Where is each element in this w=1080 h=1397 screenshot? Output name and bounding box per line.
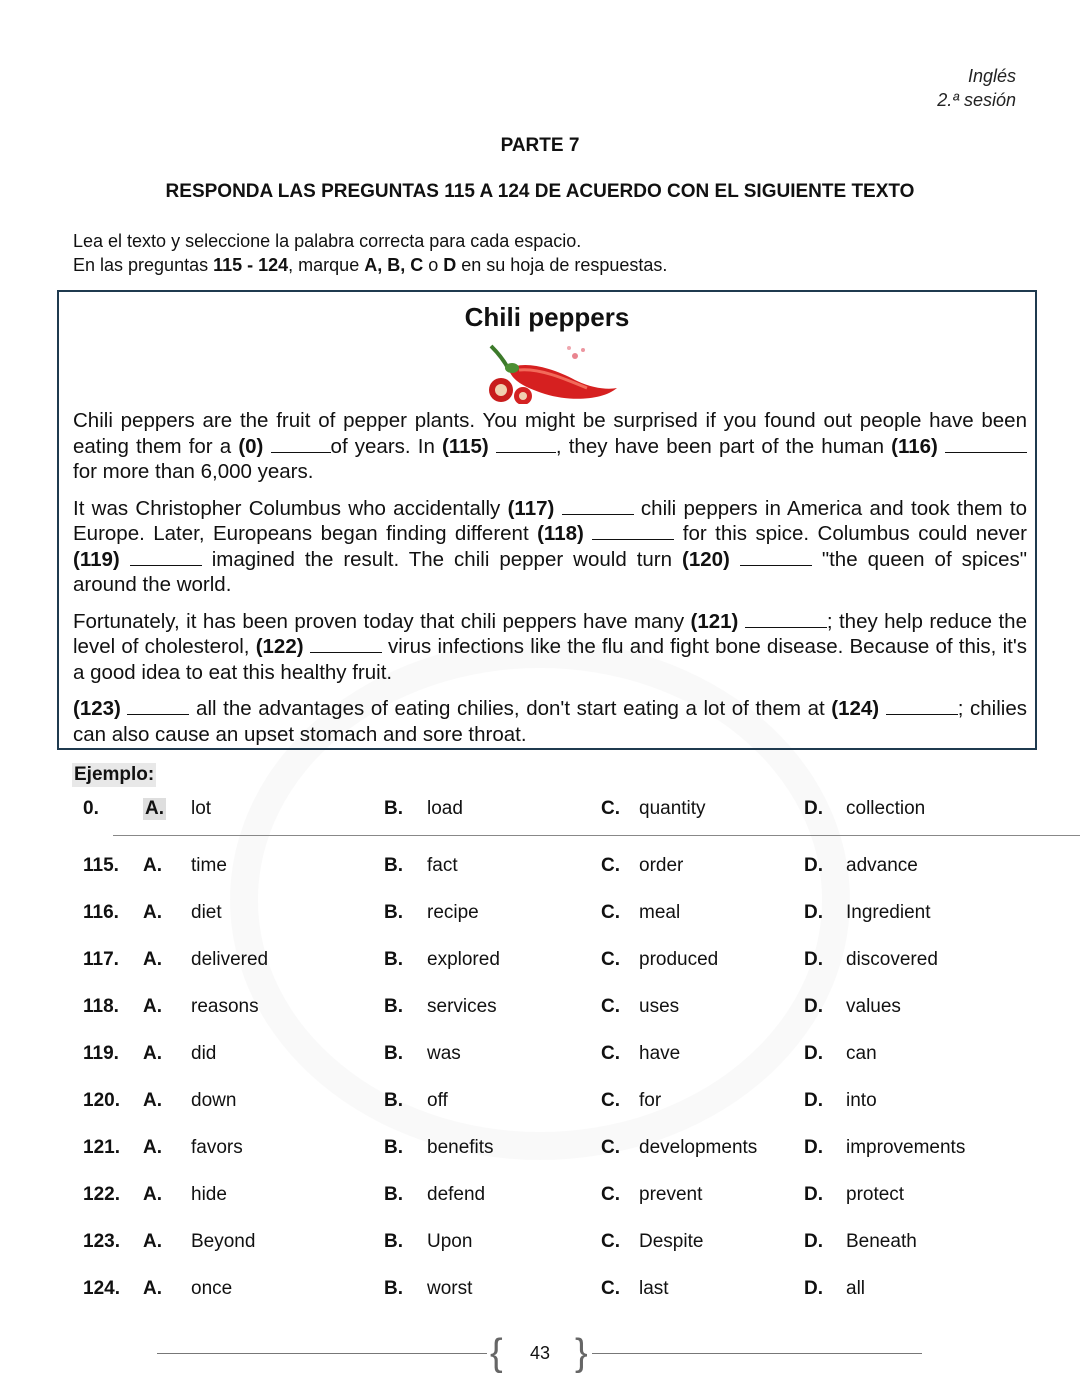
option-letter-c: C. <box>601 1184 620 1205</box>
instructions-line-1: Lea el texto y seleccione la palabra correcta para cada espacio. <box>73 231 582 251</box>
option-letter-c: C. <box>601 1090 620 1111</box>
option-d: advance <box>846 855 918 876</box>
option-b: off <box>427 1090 448 1111</box>
option-b: explored <box>427 949 500 970</box>
option-letter-c: C. <box>601 1043 620 1064</box>
question-row <box>0 1043 1080 1073</box>
option-letter-c: C. <box>601 798 620 819</box>
question-row <box>0 855 1080 885</box>
option-a: favors <box>191 1137 243 1158</box>
option-b: benefits <box>427 1137 494 1158</box>
option-d: Ingredient <box>846 902 931 923</box>
option-d: collection <box>846 798 926 819</box>
option-c: uses <box>639 996 680 1017</box>
option-a: lot <box>191 798 212 819</box>
option-letter-b: B. <box>384 996 403 1017</box>
question-number: 0. <box>83 798 99 819</box>
option-d: improvements <box>846 1137 966 1158</box>
question-row <box>0 902 1080 932</box>
option-b: was <box>427 1043 461 1064</box>
option-letter-d: D. <box>804 798 823 819</box>
option-b: Upon <box>427 1231 473 1252</box>
header-subject: Inglés <box>967 66 1016 86</box>
option-a: time <box>191 855 227 876</box>
option-b: fact <box>427 855 458 876</box>
option-d: protect <box>846 1184 905 1205</box>
option-a: once <box>191 1278 233 1299</box>
option-letter-a: A. <box>145 798 164 819</box>
option-letter-a: A. <box>143 1043 162 1064</box>
passage-paragraph-2: It was Christopher Columbus who accidentally (117) chili peppers in America and took them to Europe. Later, Europeans began finding different (118) for this spice. Columbus could never (119) imagined the result. The chili pepper would turn (120) "the queen of spices" around the world. <box>73 496 1028 596</box>
option-c: produced <box>639 949 719 970</box>
option-c: for <box>639 1090 662 1111</box>
option-letter-a: A. <box>143 855 162 876</box>
option-b: load <box>427 798 463 819</box>
option-letter-b: B. <box>384 1090 403 1111</box>
option-letter-d: D. <box>804 855 823 876</box>
option-letter-d: D. <box>804 1278 823 1299</box>
left-brace-icon: { <box>490 1332 503 1374</box>
option-letter-b: B. <box>384 949 403 970</box>
option-letter-d: D. <box>804 902 823 923</box>
instructions-line-2: En las preguntas 115 - 124, marque A, B, C o D en su hoja de respuestas. <box>73 255 668 275</box>
question-row <box>0 949 1080 979</box>
option-letter-a: A. <box>143 902 162 923</box>
example-row <box>0 798 1080 828</box>
option-d: all <box>846 1278 866 1299</box>
header-session: 2.ª sesión <box>937 90 1016 110</box>
option-letter-a: A. <box>143 1090 162 1111</box>
passage-paragraph-4: (123) all the advantages of eating chilies, don't start eating a lot of them at (124) ; chilies can also cause an upset stomach and sore throat. <box>73 697 1027 746</box>
option-letter-c: C. <box>601 902 620 923</box>
question-number: 123. <box>83 1231 120 1252</box>
question-row <box>0 1184 1080 1214</box>
option-c: quantity <box>639 798 706 819</box>
question-row <box>0 996 1080 1026</box>
question-number: 124. <box>83 1278 120 1299</box>
option-d: discovered <box>846 949 938 970</box>
example-label: Ejemplo: <box>74 764 155 785</box>
section-title: RESPONDA LAS PREGUNTAS 115 A 124 DE ACUERDO CON EL SIGUIENTE TEXTO <box>165 181 915 202</box>
option-letter-c: C. <box>601 996 620 1017</box>
question-number: 118. <box>83 996 119 1017</box>
option-d: values <box>846 996 901 1017</box>
option-letter-d: D. <box>804 1231 823 1252</box>
option-letter-b: B. <box>384 798 403 819</box>
option-letter-d: D. <box>804 1090 823 1111</box>
question-number: 119. <box>83 1043 119 1064</box>
option-letter-b: B. <box>384 855 403 876</box>
question-row <box>0 1231 1080 1261</box>
passage-paragraph-3: Fortunately, it has been proven today that chili peppers have many (121) ; they help reduce the level of cholesterol, (122) virus infections like the flu and fight bone disease. Because of this, it's a good idea to eat this healthy fruit. <box>73 609 1027 684</box>
page-header <box>937 64 1016 112</box>
option-a: hide <box>191 1184 227 1205</box>
option-letter-b: B. <box>384 1043 403 1064</box>
passage-text <box>73 408 1027 758</box>
option-b: worst <box>427 1278 473 1299</box>
question-row <box>0 1090 1080 1120</box>
option-letter-c: C. <box>601 855 620 876</box>
instructions <box>73 229 667 277</box>
option-a: diet <box>191 902 222 923</box>
option-b: recipe <box>427 902 479 923</box>
option-letter-a: A. <box>143 1137 162 1158</box>
option-a: Beyond <box>191 1231 256 1252</box>
question-number: 117. <box>83 949 119 970</box>
option-c: meal <box>639 902 681 923</box>
option-d: can <box>846 1043 877 1064</box>
option-letter-b: B. <box>384 1137 403 1158</box>
question-number: 116. <box>83 902 119 923</box>
part-title: PARTE 7 <box>500 135 580 156</box>
option-letter-c: C. <box>601 1137 620 1158</box>
option-letter-d: D. <box>804 949 823 970</box>
option-c: order <box>639 855 684 876</box>
option-letter-b: B. <box>384 1184 403 1205</box>
option-a: did <box>191 1043 217 1064</box>
example-divider <box>113 835 1080 836</box>
question-number: 115. <box>83 855 119 876</box>
option-letter-d: D. <box>804 1043 823 1064</box>
question-number: 122. <box>83 1184 120 1205</box>
passage-title: Chili peppers <box>464 302 630 332</box>
option-letter-d: D. <box>804 1137 823 1158</box>
option-c: developments <box>639 1137 758 1158</box>
option-d: into <box>846 1090 877 1111</box>
question-number: 121. <box>83 1137 120 1158</box>
option-letter-a: A. <box>143 949 162 970</box>
option-b: defend <box>427 1184 486 1205</box>
option-letter-b: B. <box>384 902 403 923</box>
option-c: Despite <box>639 1231 704 1252</box>
right-brace-icon: } <box>575 1332 588 1374</box>
question-row <box>0 1137 1080 1167</box>
option-c: prevent <box>639 1184 703 1205</box>
option-letter-c: C. <box>601 1278 620 1299</box>
option-c: have <box>639 1043 681 1064</box>
option-b: services <box>427 996 497 1017</box>
option-letter-d: D. <box>804 1184 823 1205</box>
option-letter-a: A. <box>143 1278 162 1299</box>
option-letter-b: B. <box>384 1231 403 1252</box>
option-c: last <box>639 1278 669 1299</box>
chili-pepper-icon <box>479 336 621 404</box>
option-letter-c: C. <box>601 949 620 970</box>
question-row <box>0 1278 1080 1308</box>
question-number: 120. <box>83 1090 120 1111</box>
option-a: delivered <box>191 949 269 970</box>
page-number: 43 <box>529 1343 551 1363</box>
option-a: down <box>191 1090 237 1111</box>
passage-paragraph-1: Chili peppers are the fruit of pepper plants. You might be surprised if you found out people have been eating them for a (0) of years. In (115) , they have been part of the human (116) for more than 6,000 years. <box>73 409 1027 483</box>
option-letter-c: C. <box>601 1231 620 1252</box>
reading-passage-box <box>57 290 1037 750</box>
option-letter-d: D. <box>804 996 823 1017</box>
option-letter-a: A. <box>143 996 162 1017</box>
option-letter-b: B. <box>384 1278 403 1299</box>
option-letter-a: A. <box>143 1231 162 1252</box>
option-a: reasons <box>191 996 259 1017</box>
option-d: Beneath <box>846 1231 917 1252</box>
option-letter-a: A. <box>143 1184 162 1205</box>
